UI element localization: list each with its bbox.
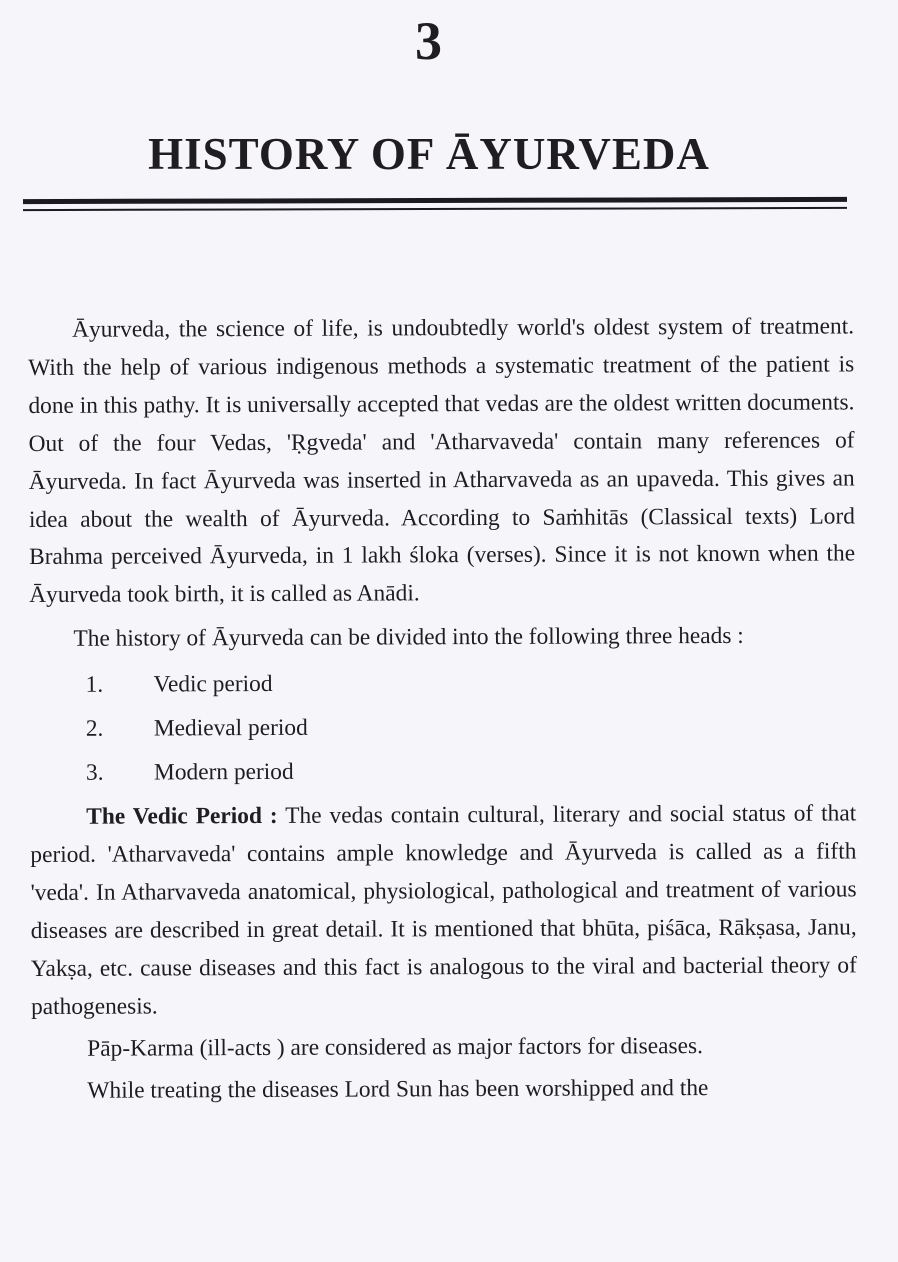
section-heading: The Vedic Period : — [86, 803, 278, 830]
title-rule-thin — [23, 207, 847, 211]
paragraph-intro: Āyurveda, the science of life, is undoubtedly world's oldest system of treatment. With the help of various indigenous methods a systematic treatment of the patient is done in this pathy. It is universally accepted that vedas are the oldest written documents. Out of the four Vedas, 'Ṛgveda' and 'Atharvaveda' contain many references of Āyurveda. In fact Āyurveda was inserted in Atharvaveda as an upaveda. This gives an idea about the wealth of Āyurveda. According to Saṁhitās (Classical texts) Lord Brahma perceived Āyurveda, in 1 lakh śloka (verses). Since it is not known when the Āyurveda took birth, it is called as Anādi. — [28, 313, 856, 609]
chapter-number: 3 — [415, 11, 443, 71]
list-item — [30, 660, 856, 708]
title-rule-thick — [23, 197, 847, 204]
chapter-body — [28, 308, 857, 1110]
paragraph-vedic-period — [30, 796, 857, 1027]
list-item-number: 1. — [85, 671, 104, 698]
paragraph-pap-karma: Pāp-Karma (ill-acts ) are considered as major factors for diseases. — [87, 1032, 703, 1062]
paragraph-history-heads: The history of Āyurveda can be divided into the following three heads : — [73, 623, 744, 653]
section-text: The vedas contain cultural, literary and social status of that period. 'Atharvaveda' contains ample knowledge and Āyurveda is called as a fifth 'veda'. In Atharvaveda anatomical, physiological, pathological and treatment of various diseases are described in great detail. It is mentioned that bhūta, piśāca, Rākṣasa, Janu, Yakṣa, etc. cause diseases and this fact is analogous to the viral and bacterial theory of pathogenesis. — [30, 800, 857, 1020]
list-item-label: Medieval period — [153, 714, 308, 742]
list-item — [30, 704, 856, 752]
list-item-label: Modern period — [153, 759, 294, 786]
list-item-number: 2. — [85, 715, 104, 742]
list-item-number: 3. — [85, 759, 104, 786]
list-item-label: Vedic period — [153, 671, 273, 698]
list-item — [30, 748, 856, 796]
paragraph-treatment: While treating the diseases Lord Sun has been worshipped and the — [87, 1074, 709, 1104]
chapter-title: HISTORY OF ĀYURVEDA — [148, 129, 710, 179]
vedic-period-section — [30, 796, 857, 1111]
period-list — [30, 660, 857, 796]
